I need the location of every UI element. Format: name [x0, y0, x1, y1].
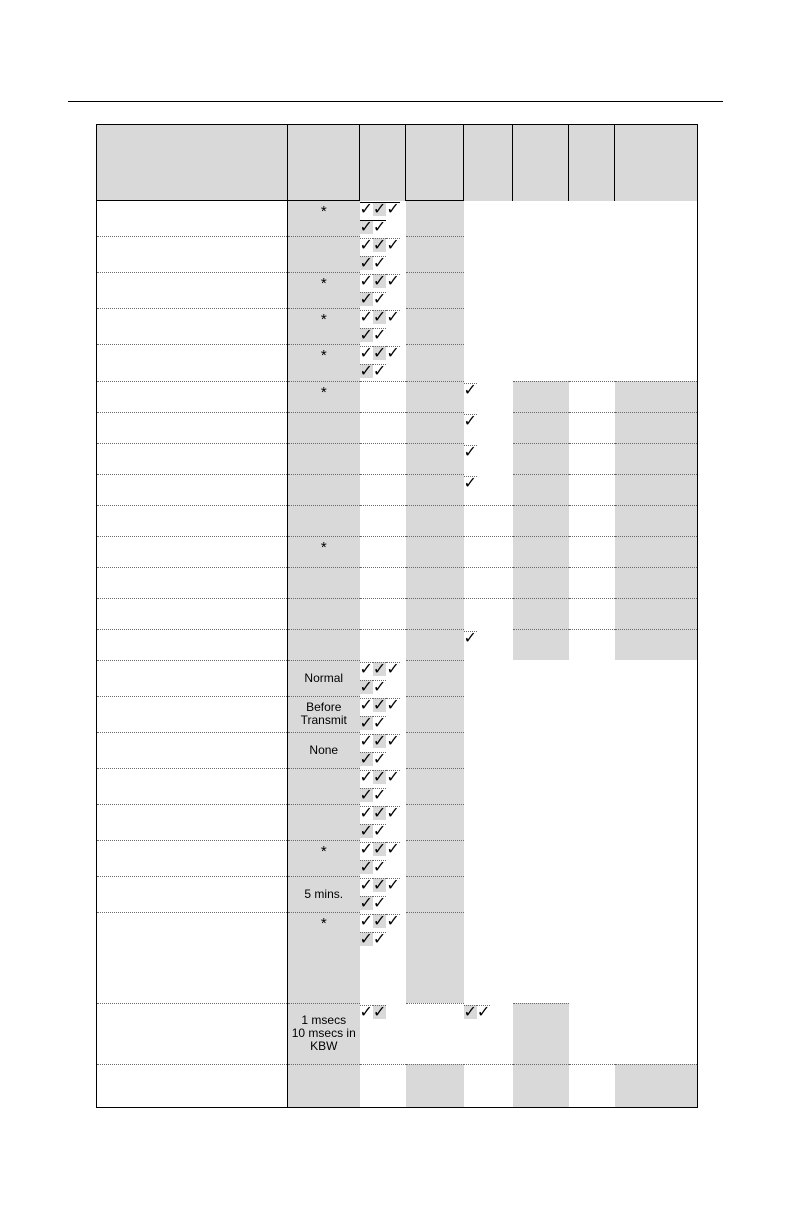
cell-col-a [360, 505, 406, 536]
cell-col-a [360, 567, 406, 598]
cell-notes [615, 598, 698, 629]
table-header [97, 125, 698, 201]
parameter-table [96, 124, 698, 1108]
table-body [97, 201, 698, 1108]
cell-col-d [513, 536, 569, 567]
header-notes [615, 125, 698, 201]
cell-col-c: ✓ [463, 629, 477, 647]
cell-col-c: ✓ [386, 912, 400, 930]
cell-default: * [288, 381, 360, 412]
cell-col-c [464, 505, 513, 536]
cell-col-e [569, 567, 615, 598]
cell-col-b [406, 412, 464, 443]
cell-notes [406, 840, 464, 876]
cell-col-b: ✓ [372, 1003, 387, 1021]
cell-col-a: ✓ [359, 201, 373, 219]
cell-col-e: ✓ [372, 363, 387, 381]
cell-col-a: ✓ [359, 660, 373, 678]
cell-col-c [464, 567, 513, 598]
cell-notes [615, 629, 698, 660]
cell-col-b: ✓ [372, 660, 387, 678]
cell-col-d: ✓ [359, 714, 373, 732]
table-row [97, 732, 698, 768]
cell-parameter [97, 567, 288, 598]
cell-col-c: ✓ [386, 345, 400, 363]
cell-parameter [97, 443, 288, 474]
cell-col-a: ✓ [359, 696, 373, 714]
cell-col-c: ✓ [386, 732, 400, 750]
cell-col-e [569, 381, 615, 412]
cell-default [288, 1064, 360, 1107]
cell-col-c: ✓ [386, 309, 400, 327]
cell-col-c: ✓ [386, 660, 400, 678]
cell-col-a: ✓ [359, 732, 373, 750]
cell-notes [406, 768, 464, 804]
table-row [97, 381, 698, 412]
cell-parameter [97, 840, 288, 876]
cell-notes [615, 412, 698, 443]
cell-col-e [569, 443, 615, 474]
cell-default: 5 mins. [288, 876, 360, 912]
cell-col-e [569, 598, 615, 629]
cell-notes [406, 345, 464, 382]
cell-col-e: ✓ [372, 219, 387, 237]
cell-col-d: ✓ [359, 291, 373, 309]
cell-default: * [288, 536, 360, 567]
cell-col-a [360, 536, 406, 567]
cell-col-d: ✓ [359, 894, 373, 912]
cell-parameter [97, 1003, 288, 1064]
cell-parameter [97, 237, 288, 273]
cell-col-a [360, 474, 406, 505]
table-row [97, 237, 698, 273]
cell-notes [513, 1003, 569, 1064]
cell-col-b: ✓ [372, 840, 387, 858]
cell-col-e: ✓ [372, 894, 387, 912]
cell-col-b [406, 443, 464, 474]
cell-col-e [569, 505, 615, 536]
cell-col-d [513, 505, 569, 536]
top-rule [68, 101, 723, 102]
cell-parameter [97, 536, 288, 567]
cell-default: * [288, 201, 360, 237]
cell-parameter [97, 345, 288, 382]
cell-col-c: ✓ [463, 443, 477, 461]
header-col-b [406, 125, 464, 201]
cell-col-d: ✓ [359, 255, 373, 273]
cell-notes [615, 443, 698, 474]
table-row [97, 201, 698, 237]
cell-col-d: ✓ [359, 750, 373, 768]
cell-col-e: ✓ [372, 678, 387, 696]
cell-parameter [97, 505, 288, 536]
cell-notes [406, 732, 464, 768]
cell-col-c [464, 1064, 513, 1107]
cell-col-b [406, 536, 464, 567]
cell-col-d: ✓ [359, 786, 373, 804]
cell-col-c [464, 536, 513, 567]
cell-parameter [97, 381, 288, 412]
table-row [97, 443, 698, 474]
cell-col-d [513, 567, 569, 598]
cell-col-b: ✓ [372, 345, 387, 363]
cell-col-a: ✓ [359, 345, 373, 363]
cell-col-e [569, 1064, 615, 1107]
cell-col-e: ✓ [372, 255, 387, 273]
cell-col-d [513, 629, 569, 660]
cell-notes [406, 876, 464, 912]
cell-col-b [406, 598, 464, 629]
cell-col-d: ✓ [359, 327, 373, 345]
cell-col-b: ✓ [372, 732, 387, 750]
cell-parameter [97, 804, 288, 840]
cell-parameter [97, 876, 288, 912]
cell-col-c: ✓ [463, 381, 477, 399]
cell-col-d [513, 412, 569, 443]
cell-col-a: ✓ [359, 768, 373, 786]
cell-default: None [288, 732, 360, 768]
cell-col-a: ✓ [359, 804, 373, 822]
cell-col-e: ✓ [372, 858, 387, 876]
cell-col-e: ✓ [372, 786, 387, 804]
cell-col-d: ✓ [359, 930, 373, 948]
cell-col-b [406, 567, 464, 598]
table-row [97, 273, 698, 309]
cell-col-c: ✓ [386, 273, 400, 291]
cell-col-b: ✓ [372, 201, 387, 219]
header-col-c [464, 125, 513, 201]
cell-col-b: ✓ [372, 237, 387, 255]
cell-parameter [97, 732, 288, 768]
cell-col-d: ✓ [359, 219, 373, 237]
table-row [97, 804, 698, 840]
cell-col-a [360, 629, 406, 660]
cell-col-c: ✓ [386, 876, 400, 894]
cell-col-a [360, 443, 406, 474]
table-row [97, 876, 698, 912]
cell-parameter [97, 201, 288, 237]
cell-default [288, 768, 360, 804]
cell-parameter [97, 696, 288, 732]
header-col-d [513, 125, 569, 201]
cell-default: 1 msecs 10 msecs in KBW [288, 1003, 360, 1064]
table-row [97, 309, 698, 345]
cell-notes [406, 237, 464, 273]
cell-col-e: ✓ [372, 327, 387, 345]
cell-col-b [406, 1064, 464, 1107]
cell-col-d [513, 474, 569, 505]
cell-parameter [97, 273, 288, 309]
table-row [97, 345, 698, 382]
cell-col-d [513, 381, 569, 412]
cell-default: * [288, 309, 360, 345]
cell-col-b [406, 505, 464, 536]
cell-col-b: ✓ [372, 696, 387, 714]
table-row [97, 412, 698, 443]
cell-col-d: ✓ [359, 858, 373, 876]
cell-col-d: ✓ [463, 1003, 477, 1021]
cell-col-a [360, 598, 406, 629]
table-row [97, 1064, 698, 1107]
cell-default [288, 505, 360, 536]
table-row [97, 567, 698, 598]
cell-col-a [360, 381, 406, 412]
cell-col-e [569, 629, 615, 660]
cell-col-b: ✓ [372, 912, 387, 930]
cell-notes [615, 474, 698, 505]
table-row [97, 598, 698, 629]
cell-col-b: ✓ [372, 876, 387, 894]
cell-col-e: ✓ [372, 930, 387, 948]
cell-notes [406, 201, 464, 237]
cell-col-d: ✓ [359, 678, 373, 696]
cell-notes [615, 567, 698, 598]
cell-col-c: ✓ [463, 474, 477, 492]
cell-col-d [513, 443, 569, 474]
cell-default: * [288, 912, 360, 1003]
cell-notes [406, 660, 464, 696]
cell-col-b [406, 381, 464, 412]
cell-notes [615, 505, 698, 536]
cell-default: * [288, 345, 360, 382]
cell-col-a: ✓ [359, 1003, 373, 1021]
cell-parameter [97, 412, 288, 443]
table-row [97, 1003, 698, 1064]
cell-parameter [97, 474, 288, 505]
cell-col-e [569, 412, 615, 443]
cell-col-c: ✓ [463, 412, 477, 430]
cell-col-c: ✓ [386, 237, 400, 255]
header-col-a [360, 125, 406, 201]
cell-default [288, 567, 360, 598]
header-default [288, 125, 360, 201]
cell-col-e: ✓ [372, 822, 387, 840]
cell-notes [406, 696, 464, 732]
cell-col-c: ✓ [386, 696, 400, 714]
cell-default [288, 443, 360, 474]
cell-notes [406, 309, 464, 345]
cell-col-c: ✓ [386, 804, 400, 822]
table-row [97, 768, 698, 804]
table-row [97, 474, 698, 505]
cell-col-d: ✓ [359, 363, 373, 381]
cell-parameter [97, 768, 288, 804]
cell-col-e: ✓ [372, 291, 387, 309]
cell-default [288, 629, 360, 660]
cell-col-c [464, 598, 513, 629]
cell-default [288, 804, 360, 840]
cell-col-c [406, 1003, 464, 1064]
cell-col-d: ✓ [359, 822, 373, 840]
cell-col-b [406, 629, 464, 660]
cell-col-e: ✓ [372, 750, 387, 768]
cell-default: * [288, 273, 360, 309]
table-row [97, 840, 698, 876]
cell-col-a: ✓ [359, 840, 373, 858]
cell-col-e [569, 536, 615, 567]
cell-notes [615, 536, 698, 567]
cell-notes [406, 804, 464, 840]
table-row [97, 912, 698, 1003]
table-row [97, 660, 698, 696]
table-row [97, 536, 698, 567]
cell-col-d [513, 598, 569, 629]
cell-col-a: ✓ [359, 309, 373, 327]
cell-col-c: ✓ [386, 840, 400, 858]
cell-col-a: ✓ [359, 912, 373, 930]
cell-col-b [406, 474, 464, 505]
cell-notes [406, 912, 464, 1003]
table-row [97, 629, 698, 660]
cell-col-a [360, 412, 406, 443]
cell-parameter [97, 309, 288, 345]
cell-parameter [97, 912, 288, 1003]
cell-col-e: ✓ [372, 714, 387, 732]
cell-col-b: ✓ [372, 273, 387, 291]
cell-col-a: ✓ [359, 273, 373, 291]
cell-parameter [97, 629, 288, 660]
cell-default: Normal [288, 660, 360, 696]
cell-notes [406, 273, 464, 309]
cell-col-a: ✓ [359, 876, 373, 894]
cell-parameter [97, 598, 288, 629]
table-row [97, 696, 698, 732]
cell-col-b: ✓ [372, 309, 387, 327]
cell-parameter [97, 660, 288, 696]
cell-notes [615, 381, 698, 412]
cell-col-b: ✓ [372, 768, 387, 786]
cell-col-e: ✓ [476, 1003, 491, 1021]
header-row [97, 125, 698, 201]
cell-default: Before Transmit [288, 696, 360, 732]
cell-parameter [97, 1064, 288, 1107]
cell-col-b: ✓ [372, 804, 387, 822]
header-parameter [97, 125, 288, 201]
cell-col-e [569, 474, 615, 505]
cell-default [288, 598, 360, 629]
cell-notes [615, 1064, 698, 1107]
header-col-e [569, 125, 615, 201]
table-row [97, 505, 698, 536]
cell-default [288, 412, 360, 443]
cell-col-a: ✓ [359, 237, 373, 255]
cell-col-c: ✓ [386, 201, 400, 219]
cell-col-d [513, 1064, 569, 1107]
cell-default [288, 237, 360, 273]
cell-col-a [360, 1064, 406, 1107]
cell-col-c: ✓ [386, 768, 400, 786]
cell-default: * [288, 840, 360, 876]
cell-default [288, 474, 360, 505]
